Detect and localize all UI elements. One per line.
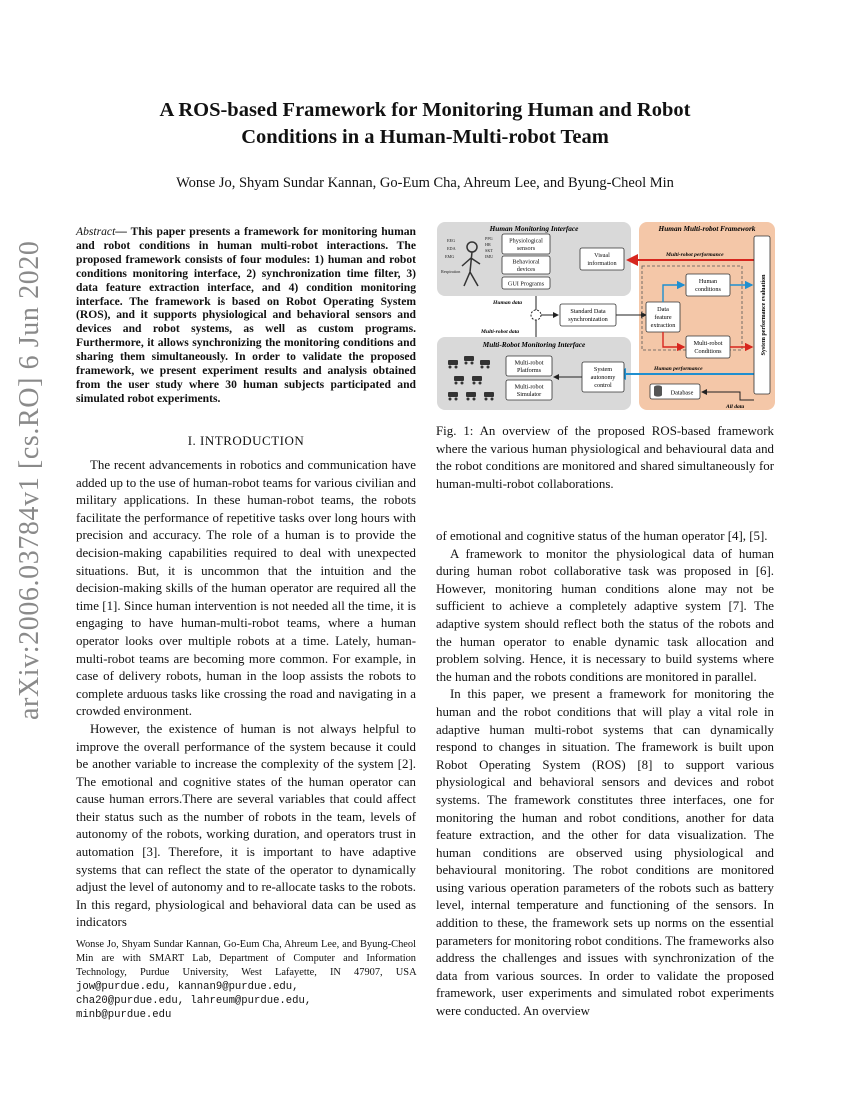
visual-line-1: Visual <box>594 252 610 259</box>
figure-1-caption: Fig. 1: An overview of the proposed ROS-based framework where the various human physiological and behavioural data and the robot conditions are monitored and shared simultaneously for human-multi-robot collaborations. <box>436 424 774 491</box>
abstract <box>76 225 416 406</box>
multi-robot-data-label: Multi-robot data <box>481 329 520 335</box>
std-line-2: synchronization <box>568 316 608 323</box>
footnote-emails-3: minb@purdue.edu <box>76 1009 172 1021</box>
dfe-line-2: feature <box>654 314 672 321</box>
right-paragraph-2: In this paper, we present a framework for monitoring the human and the robot conditions that will play a vital role in adaptive human multi-robot systems that can dynamically respond to changes in situation. The framework is built upon Robot Operating System (ROS) [8] to support various physiological and behavioral sensors and devices and robot systems. The framework constitutes three interfaces, one for monitoring the human and robot conditions, another for data feature extraction, and the other for data visualization. The human conditions are observed using physiological and behavioural monitoring. The robot conditions are monitored using various operation parameters of the robots such as battery level, internal temperature and functioning of the sensors. In addition to these, the framework sets up norms on the essential parameters for monitoring robot conditions. The frameworks also address the challenges and issues with synchronization of the data from various sources. In order to validate the proposed framework, user experiments and simulated robot experiments were conducted. An overview <box>436 687 774 1019</box>
abstract-label: Abstract <box>76 225 116 238</box>
paper-title <box>60 97 790 151</box>
mrc-line-2: Conditions <box>694 348 722 355</box>
section-heading-introduction: I. INTRODUCTION <box>187 433 305 448</box>
label-emg: EMG <box>445 254 455 259</box>
hc-line-2: conditions <box>695 286 721 293</box>
footnote-affiliation: Wonse Jo, Shyam Sundar Kannan, Go-Eum Cha, Ahreum Lee, and Byung-Cheol Min are with SMART Lab, Department of Computer and Information Technology, Purdue University, West Lafayette, IN 47907, USA <box>76 939 416 978</box>
author-list: Wonse Jo, Shyam Sundar Kannan, Go-Eum Cha, Ahreum Lee, and Byung-Cheol Min <box>176 175 674 191</box>
footnote <box>76 938 416 1022</box>
intro-paragraph-2: However, the existence of human is not always helpful to improve the overall performance of the system because it could be another variable to increase the complexity of the system [2]. The emotional and cognitive states of the human operator can cause human errors.There are several variables that could affect their status such as the number of robots in the team, levels of autonomy of the robots, working duration, and operators trust in automation [3]. Therefore, it is important to have adaptive systems that can reflect the state of the operator to dynamically adjust the level of autonomy and to re-allocate tasks to the robots. In this regard, physiological and behavioral data can be used as indicators <box>76 721 416 930</box>
label-imu: IMU <box>485 254 494 259</box>
visual-line-2: information <box>587 260 617 267</box>
physio-line-1: Physiological <box>509 237 543 245</box>
right-column-body <box>436 528 774 1021</box>
arxiv-identifier: arXiv:2006.03784v1 [cs.RO] 6 Jun 2020 <box>14 240 45 720</box>
gui-programs-label: GUI Programs <box>507 280 545 288</box>
physio-line-2: sensors <box>516 245 536 252</box>
dfe-line-3: extraction <box>650 322 676 329</box>
sync-node <box>531 310 541 320</box>
mrs-line-2: Simulator <box>516 391 542 398</box>
database-icon <box>654 385 662 396</box>
intro-paragraph-1: The recent advancements in robotics and communication have added up to the use of human-robot teams for various civilian and military applications. In these human-robot teams, the robots facilitate the performance of repetitive tasks over long hours with precision and accuracy. The role of a human is to provide the decision-making capabilities required to deal with unexpected situations. But, it is uncommon that the intuition and the decision-making skills of the human operator are required all the time [1]. Since human intervention is not needed all the time, it is engaging to have human-multi-robot teams, where a human operator looks over multiple robots at a time. Lately, human-multi-robot teams are becoming more common. For example, in case of delivery robots, human in the loop assists the robots to complete arduous tasks like crossing the road and navigating in a crowded environment. <box>76 458 416 719</box>
footnote-emails-1: jow@purdue.edu, kannan9@purdue.edu, <box>76 981 299 993</box>
mrp-line-2: Platforms <box>516 367 542 374</box>
std-line-1: Standard Data <box>570 308 606 315</box>
mrs-line-1: Multi-robot <box>514 383 544 391</box>
label-eeg: EEG <box>447 238 456 243</box>
label-eda: EDA <box>447 246 456 251</box>
framework-panel-title: Human Multi-robot Framework <box>658 224 756 233</box>
human-data-label: Human data <box>493 300 523 306</box>
right-paragraph-0: of emotional and cognitive status of the human operator [4], [5]. <box>436 529 768 543</box>
robot-panel-title: Multi-Robot Monitoring Interface <box>482 340 586 349</box>
sys-line-3: control <box>594 382 612 389</box>
behav-line-2: devices <box>516 266 536 273</box>
mrc-line-1: Multi-robot <box>693 340 723 347</box>
label-ppg: PPG <box>485 236 493 241</box>
multi-robot-performance-label: Multi-robot performance <box>666 252 724 258</box>
human-performance-label: Human performance <box>654 366 703 372</box>
sys-line-1: System <box>593 366 613 373</box>
title-line-1: A ROS-based Framework for Monitoring Human and Robot <box>159 99 691 121</box>
title-line-2: Conditions in a Human-Multi-robot Team <box>241 126 609 148</box>
all-data-label: All data <box>726 404 745 410</box>
sys-line-2: autonomy <box>590 374 616 381</box>
database-label: Database <box>670 389 694 397</box>
figure-1-diagram <box>436 220 776 412</box>
abstract-text: — This paper presents a framework for monitoring human and robot conditions in human multi-robot interactions. The proposed framework consists of four modules: 1) human and robot conditions monitoring interface, 2) synchronization time filter, 3) data feature extraction interface, and 4) condition monitoring interface. The framework is based on Robot Operating System (ROS), and it supports physiological and behavioral sensors and devices and robot systems, as well as custom programs. Furthermore, it allows synchronizing the monitoring conditions and sharing them simultaneously. In order to validate the proposed framework, we present experiment results and analysis obtained from the user study where 30 human subjects participated and simulated robot experiments. <box>76 225 416 405</box>
system-performance-evaluation-label: System performance evaluation <box>761 274 767 356</box>
hc-line-1: Human <box>698 278 718 285</box>
footnote-emails-2: cha20@purdue.edu, lahreum@purdue.edu, <box>76 995 312 1007</box>
right-paragraph-1: A framework to monitor the physiological data of human during human robot collaborative task was proposed in [6]. However, monitoring human conditions alone may not be sufficient to achieve a completely adaptive system [7]. The adaptive system should reflect both the status of the robots and the human operator to enable dynamic task allocation and problem solving. Hence, it is necessary to build systems where the human and the robots conditions are monitored in parallel. <box>436 546 774 684</box>
intro-body <box>76 457 416 932</box>
human-panel-title: Human Monitoring Interface <box>489 224 579 233</box>
dfe-line-1: Data <box>657 306 669 313</box>
label-skt: SKT <box>485 248 493 253</box>
label-hr: HR <box>485 242 491 247</box>
label-respiration: Respiration <box>441 269 461 274</box>
mrp-line-1: Multi-robot <box>514 359 544 367</box>
behav-line-1: Behavioral <box>512 258 540 266</box>
